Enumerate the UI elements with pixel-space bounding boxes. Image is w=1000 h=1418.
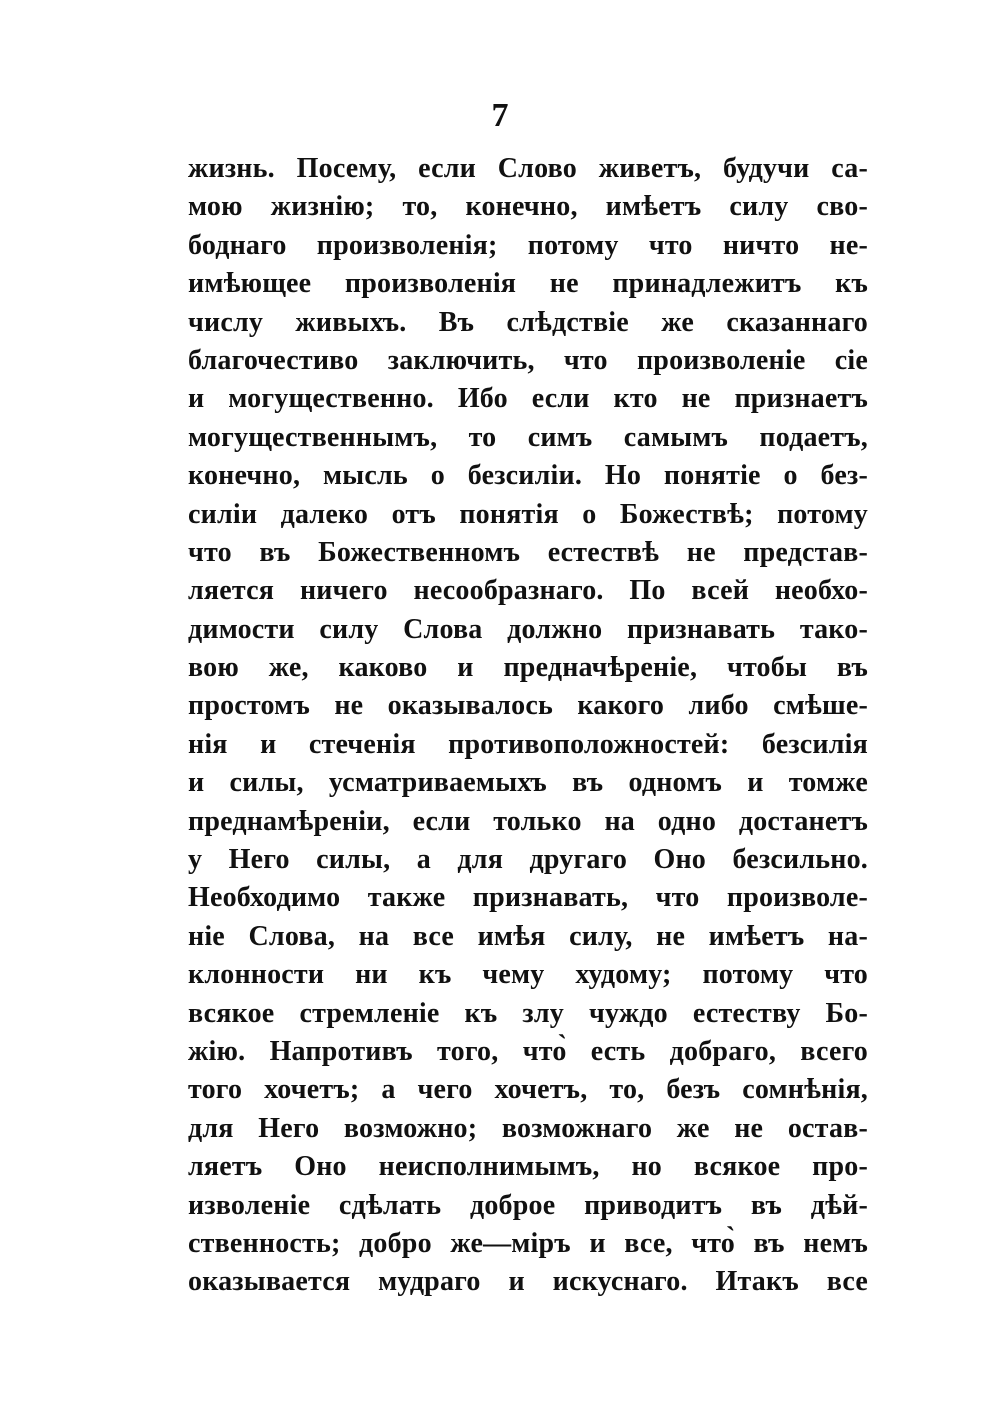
body-text — [188, 150, 868, 1302]
text-line: жію. Напротивъ того, что̀ есть добраго, всего — [188, 1035, 868, 1067]
text-line: ляется ничего несообразнаго. По всей необхо- — [188, 575, 868, 607]
text-line: ніе Слова, на все имѣя силу, не имѣетъ на- — [188, 920, 868, 952]
text-line: простомъ не оказывалось какого либо смѣше- — [188, 690, 868, 722]
text-line: оказывается мудраго и искуснаго. Итакъ все — [188, 1266, 868, 1298]
text-line: мою жизнію; то, конечно, имѣетъ силу сво- — [188, 191, 868, 223]
text-line: что въ Божественномъ естествѣ не представ- — [188, 536, 868, 568]
text-line: Необходимо также признавать, что произволе- — [188, 882, 868, 914]
text-line: димости силу Слова должно признавать тако- — [188, 613, 868, 645]
text-line: и могущественно. Ибо если кто не признаетъ — [188, 383, 868, 415]
text-line: всякое стремленіе къ злу чуждо естеству Бо- — [188, 997, 868, 1029]
text-line: изволеніе сдѣлать доброе приводитъ въ дѣй- — [188, 1189, 868, 1221]
text-line: ляетъ Оно неисполнимымъ, но всякое про- — [188, 1151, 868, 1183]
text-line: силіи далеко отъ понятія о Божествѣ; потому — [188, 498, 868, 530]
text-line: ственность; добро же—міръ и все, что̀ въ немъ — [188, 1227, 868, 1259]
text-line: клонности ни къ чему худому; потому что — [188, 959, 868, 991]
text-line: для Него возможно; возможнаго же не остав- — [188, 1112, 868, 1144]
text-line: имѣющее произволенія не принадлежитъ къ — [188, 268, 868, 300]
text-line: у Него силы, а для другаго Оно безсильно. — [188, 844, 868, 876]
text-line: могущественнымъ, то симъ самымъ подаетъ, — [188, 421, 868, 453]
text-line: того хочетъ; а чего хочетъ, то, безъ сомнѣнія, — [188, 1074, 868, 1106]
text-line: преднамѣреніи, если только на одно достанетъ — [188, 805, 868, 837]
text-line: жизнь. Посему, если Слово живетъ, будучи са- — [188, 153, 868, 184]
text-line: и силы, усматриваемыхъ въ одномъ и томже — [188, 767, 868, 799]
text-line: благочестиво заключить, что произволеніе сіе — [188, 344, 868, 376]
page-number: 7 — [491, 97, 509, 134]
text-line: числу живыхъ. Въ слѣдствіе же сказаннаго — [188, 306, 868, 338]
text-line: вою же, каково и предначѣреніе, чтобы въ — [188, 652, 868, 684]
text-line: конечно, мысль о безсиліи. Но понятіе о без- — [188, 460, 868, 492]
text-line: боднаго произволенія; потому что ничто не- — [188, 229, 868, 261]
text-line: нія и стеченія противоположностей: безсилія — [188, 728, 868, 760]
